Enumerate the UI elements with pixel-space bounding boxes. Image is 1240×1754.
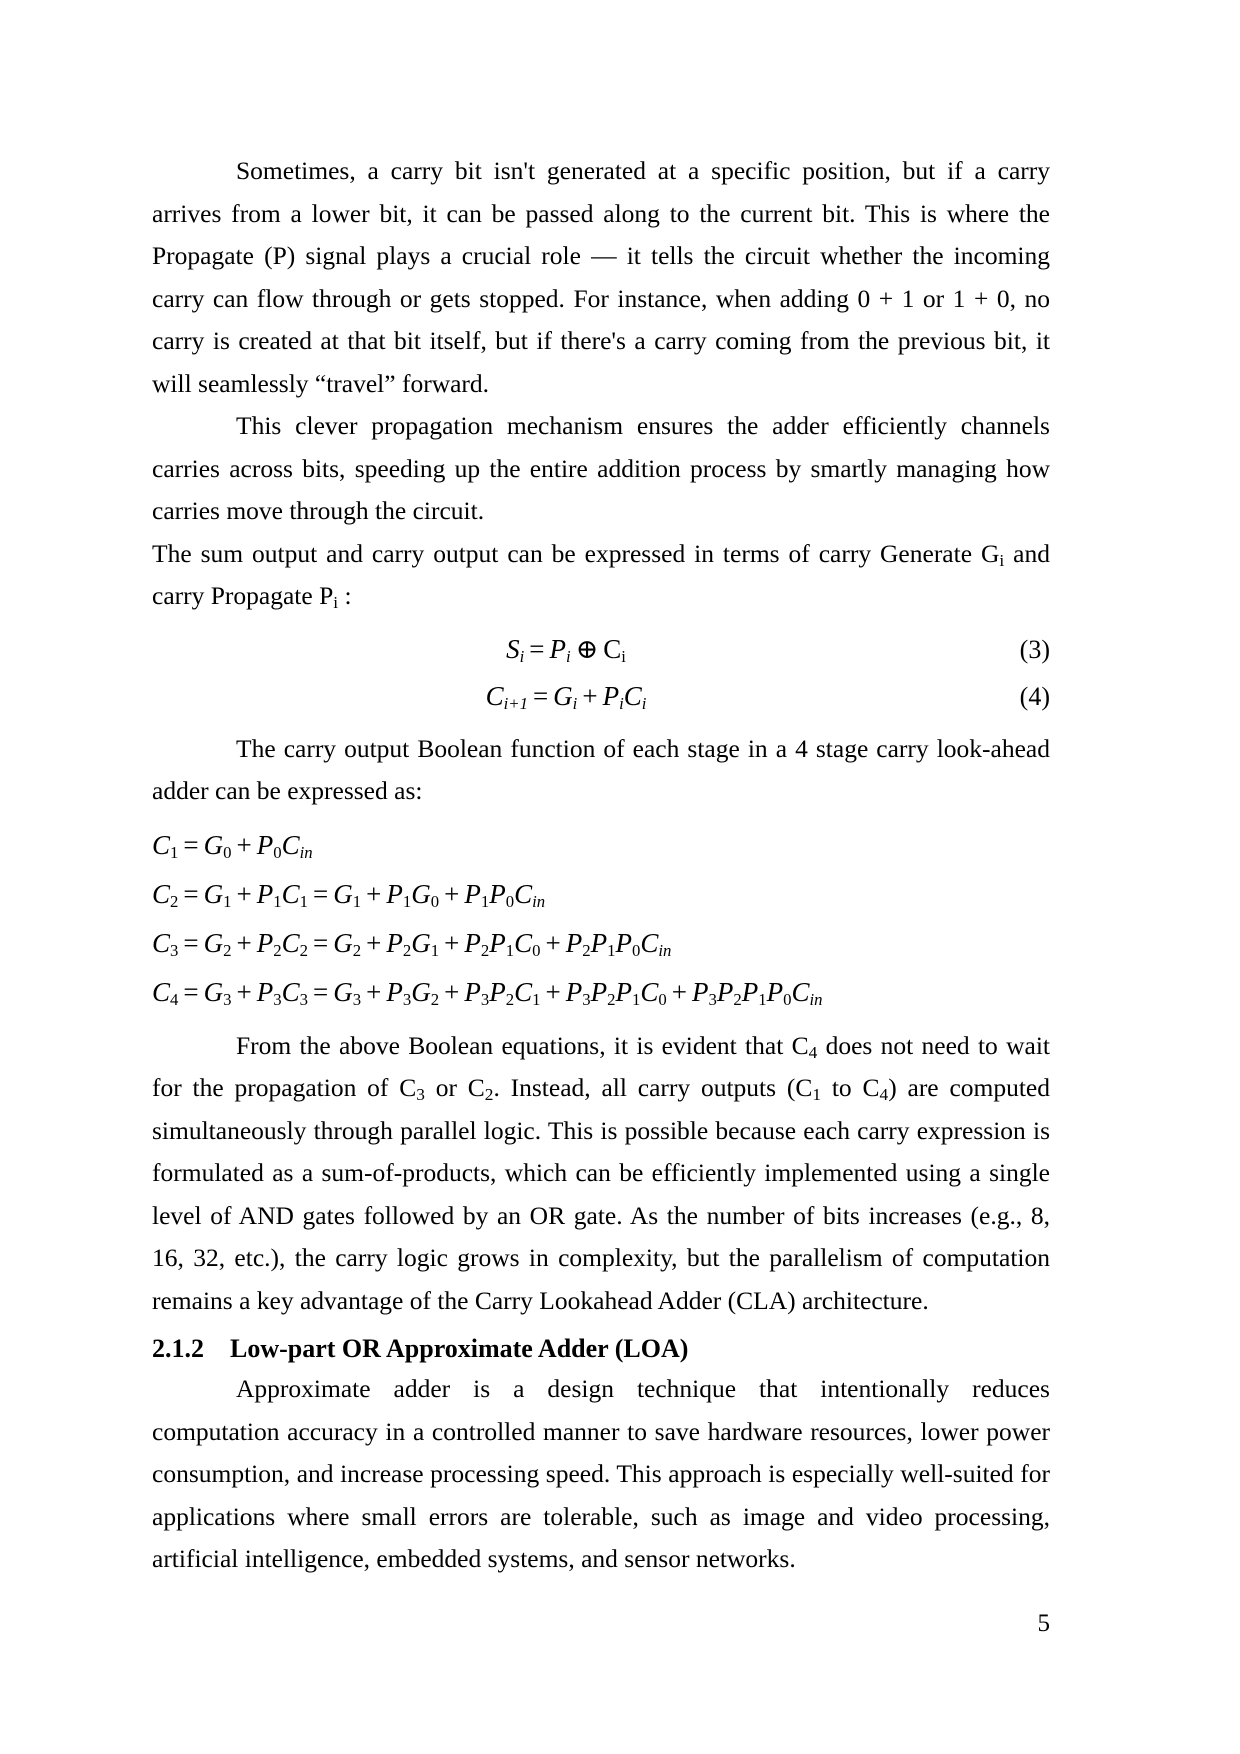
subscript-i-generate: i [999, 550, 1005, 570]
eq3-lhs-subscript: i [519, 646, 525, 666]
p5-sub-c4b: 4 [879, 1084, 889, 1104]
equation-4-number: (4) [1019, 681, 1050, 711]
eq3-equals: = [529, 633, 545, 664]
section-number: 2.1.2 [152, 1334, 204, 1363]
paragraph-propagation-mechanism: This clever propagation mechanism ensures the adder efficiently channels carries across bits, speeding up the entire addition process by smartly managing how carries move through the circuit. [152, 411, 1050, 525]
eq3-lhs: S [506, 633, 520, 664]
p5-sub-c1: 1 [812, 1084, 822, 1104]
equation-carry-c4: $C_4 = G_3 + P_3C_3 = G_3 + P_3G_2 + P_3P_2C_1 + P_3P_2P_1C_0 + P_3P_2P_1P_0C_{in}$ [152, 976, 823, 1009]
paragraph-carry-boolean-intro: The carry output Boolean function of each stage in a 4 stage carry look-ahead adder can be expressed as: [152, 733, 1050, 805]
eq4-lhs-subscript: i+1 [503, 693, 528, 713]
spacer-before-carry-chain [152, 813, 1050, 821]
equation-3-body [152, 626, 980, 672]
eq4-rhs3: C [623, 680, 642, 711]
plus-operator-icon: + [582, 680, 598, 711]
p5-text-d: . Instead, all carry outputs (C [493, 1073, 813, 1102]
equation-carry-c2: $C_2 = G_1 + P_1C_1 = G_1 + P_1G_0 + P_1P_0C_{in}$ [152, 878, 546, 911]
paragraph-sum-carry-intro [152, 533, 1050, 618]
eq3-rhs2-subscript: i [621, 646, 626, 666]
p5-sub-c3: 3 [416, 1084, 425, 1104]
subscript-i-propagate: i [333, 592, 339, 612]
spacer-after-carry-chain [152, 1017, 1050, 1025]
sum-carry-text-suffix: : [338, 581, 352, 610]
eq4-rhs2: P [602, 680, 620, 711]
page-body-column [152, 150, 1050, 1581]
eq4-equals: = [532, 680, 549, 711]
xor-operator-icon: ⊕ [575, 633, 599, 664]
paragraph-approximate-adder: Approximate adder is a design technique that intentionally reduces computation accuracy in a controlled manner to save hardware resources, lower power consumption, and increase processing speed. This approach is especially well-suited for applications where small errors are tolerable, such as image and video processing, artificial intelligence, embedded systems, and sensor networks. [152, 1374, 1050, 1573]
sum-carry-text-middle: and carry Propagate P [152, 538, 1050, 610]
eq4-lhs: C [485, 680, 504, 711]
eq4-rhs1: G [553, 680, 573, 711]
p5-sub-c2: 2 [484, 1084, 494, 1104]
p5-text-a: From the above Boolean equations, it is evident that C [236, 1030, 809, 1060]
eq3-rhs2: C [603, 633, 622, 664]
equation-row-4 [152, 673, 1050, 720]
paragraph-propagate-intro: Sometimes, a carry bit isn't generated at a specific position, but if a carry arrives from a lower bit, it can be passed along to the current bit. This is where the Propagate (P) signal plays a crucial role — it tells the circuit whether the incoming carry can flow through or gets stopped. For instance, when adding 0 + 1 or 1 + 0, no carry is created at that bit itself, but if there's a carry coming from the previous bit, it will seamlessly “travel” forward. [152, 156, 1050, 398]
eq4-rhs3-subscript: i [641, 693, 647, 713]
section-title: Low-part OR Approximate Adder (LOA) [230, 1334, 689, 1363]
section-heading-2-1-2 [152, 1330, 1050, 1368]
eq3-rhs1-subscript: i [565, 646, 571, 666]
eq3-rhs1: P [549, 633, 566, 664]
equation-carry-c3: $C_3 = G_2 + P_2C_2 = G_2 + P_2G_1 + P_2P_1C_0 + P_2P_1P_0C_{in}$ [152, 927, 672, 960]
spacer-before-heading [152, 1322, 1050, 1330]
page-number: 5 [1037, 1610, 1050, 1637]
equation-carry-c1: $C_1 = G_0 + P_0C_{in}$ [152, 829, 313, 862]
paragraph-parallel-logic [152, 1025, 1050, 1323]
equation-row-3 [152, 626, 1050, 673]
spacer-after-equation-4 [152, 720, 1050, 728]
eq4-rhs2-subscript: i [619, 693, 624, 713]
p5-text-e: to C [821, 1073, 880, 1102]
p5-sub-c4: 4 [808, 1042, 818, 1062]
p5-text-f: ) are computed simultaneously through parallel logic. This is possible because each carry expression is formulated as a sum-of-products, which can be efficiently implemented using a single level of AND gates followed by an OR gate. As the number of bits increases (e.g., 8, 16, 32, etc.), the carry logic grows in complexity, but the parallelism of computation remains a key advantage of the Carry Lookahead Adder (CLA) architecture. [152, 1073, 1050, 1315]
equation-4-body [152, 673, 980, 719]
sum-carry-text-prefix: The sum output and carry output can be expressed in terms of carry Generate G [152, 538, 1000, 568]
eq4-rhs1-subscript: i [572, 693, 578, 713]
equation-3-number: (3) [1019, 634, 1050, 664]
p5-text-c: or C [424, 1073, 485, 1102]
p5-text-b: does not need to wait for the propagation of C [152, 1030, 1050, 1102]
spacer-before-equation-3 [152, 618, 1050, 626]
